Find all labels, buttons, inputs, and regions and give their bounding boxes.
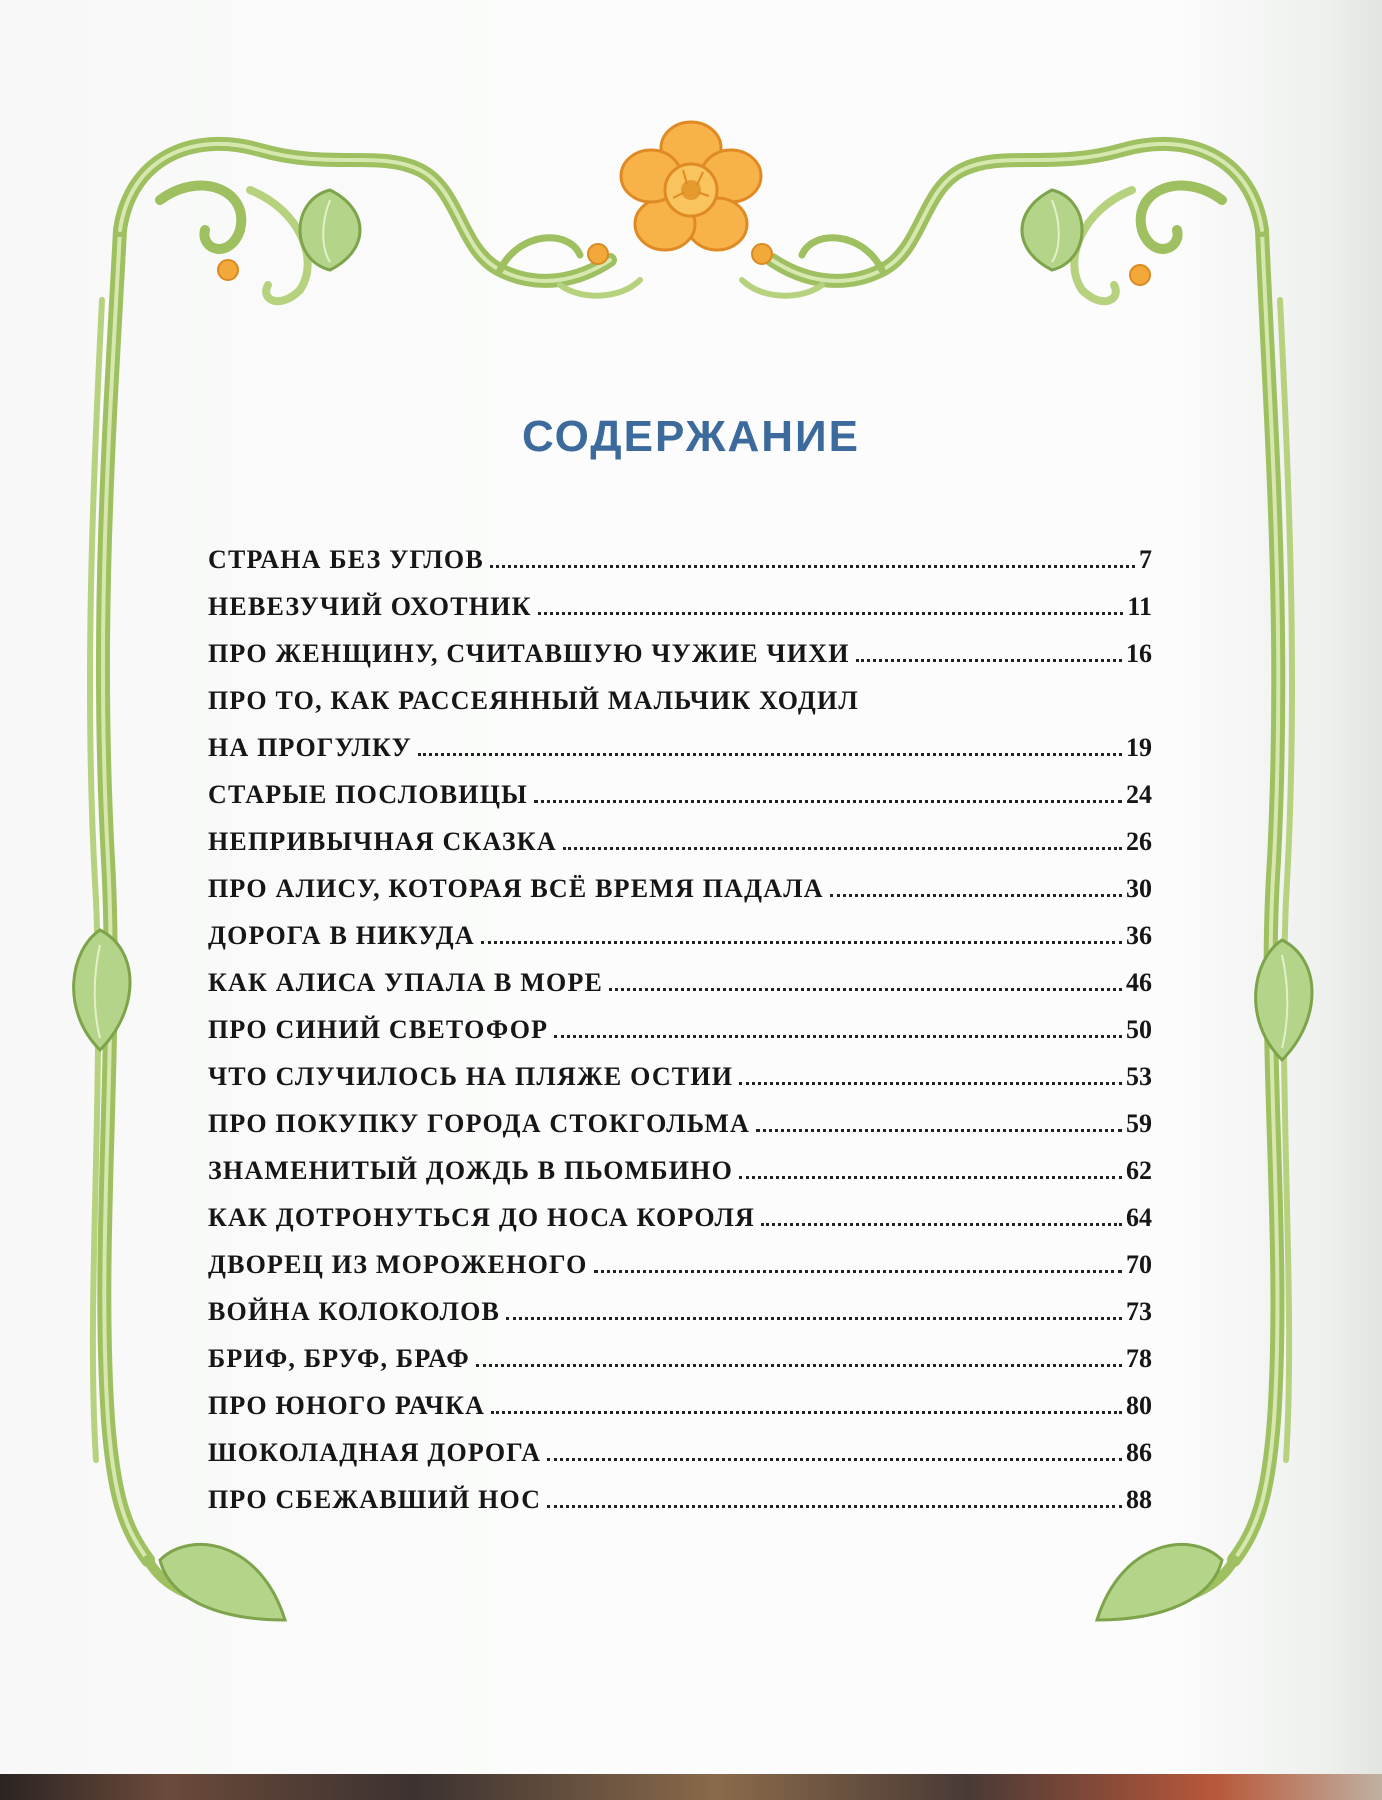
dot-leader	[481, 941, 1122, 944]
toc-entry-title: ПРО ЮНОГО РАЧКА	[208, 1391, 486, 1420]
dot-leader	[418, 753, 1122, 756]
dot-leader	[547, 1458, 1122, 1461]
toc-entry-title: ПРО АЛИСУ, КОТОРАЯ ВСЁ ВРЕМЯ ПАДАЛА	[208, 874, 824, 903]
toc-entry[interactable]	[208, 1327, 1152, 1374]
toc-entry-title: СТАРЫЕ ПОСЛОВИЦЫ	[208, 780, 528, 809]
toc-entry[interactable]	[208, 1139, 1152, 1186]
toc-entry-title: БРИФ, БРУФ, БРАФ	[208, 1344, 470, 1373]
dot-leader	[856, 659, 1122, 662]
toc-entry-page-number: 70	[1126, 1250, 1152, 1279]
dot-leader	[506, 1317, 1122, 1320]
toc-entry-title: ПРО СИНИЙ СВЕТОФОР	[208, 1015, 549, 1044]
toc-entry-title: НЕВЕЗУЧИЙ ОХОТНИК	[208, 592, 532, 621]
toc-entry-page-number: 50	[1126, 1015, 1152, 1044]
toc-entry-page-number: 36	[1126, 921, 1152, 950]
table-of-contents	[208, 528, 1152, 1515]
toc-entry[interactable]	[208, 1186, 1152, 1233]
dot-leader	[490, 565, 1135, 568]
toc-entry[interactable]	[208, 1421, 1152, 1468]
toc-entry-title: КАК ДОТРОНУТЬСЯ ДО НОСА КОРОЛЯ	[208, 1203, 755, 1232]
dot-leader	[491, 1411, 1122, 1414]
toc-entry[interactable]	[208, 1468, 1152, 1515]
toc-entry-title: ВОЙНА КОЛОКОЛОВ	[208, 1297, 501, 1326]
dot-leader	[594, 1270, 1122, 1273]
toc-entry[interactable]	[208, 857, 1152, 904]
toc-entry-page-number: 88	[1126, 1485, 1152, 1514]
flower-icon	[621, 122, 761, 250]
toc-entry[interactable]	[208, 669, 1152, 716]
toc-entry-page-number: 59	[1126, 1109, 1152, 1138]
dot-leader	[476, 1364, 1122, 1367]
contents-heading: СОДЕРЖАНИЕ	[521, 412, 861, 461]
toc-entry-page-number: 62	[1126, 1156, 1152, 1185]
dot-leader	[547, 1505, 1122, 1508]
toc-entry-title: ДОРОГА В НИКУДА	[208, 921, 475, 950]
toc-entry-page-number: 73	[1126, 1297, 1152, 1326]
toc-entry[interactable]	[208, 904, 1152, 951]
toc-entry[interactable]	[208, 810, 1152, 857]
toc-entry[interactable]	[208, 1374, 1152, 1421]
toc-entry[interactable]	[208, 1233, 1152, 1280]
toc-entry-page-number: 11	[1127, 592, 1152, 621]
dot-leader	[554, 1035, 1122, 1038]
toc-entry[interactable]	[208, 1280, 1152, 1327]
toc-entry-page-number: 16	[1126, 639, 1152, 668]
toc-entry-title: ПРО ТО, КАК РАССЕЯННЫЙ МАЛЬЧИК ХОДИЛ	[208, 686, 859, 715]
dot-leader	[563, 847, 1122, 850]
toc-entry-page-number: 86	[1126, 1438, 1152, 1467]
toc-entry-title: ПРО СБЕЖАВШИЙ НОС	[208, 1485, 542, 1514]
toc-entry[interactable]	[208, 622, 1152, 669]
dot-leader	[739, 1176, 1122, 1179]
toc-entry-page-number: 19	[1126, 733, 1152, 762]
toc-entry-title: СТРАНА БЕЗ УГЛОВ	[208, 545, 484, 574]
toc-entry-page-number: 26	[1126, 827, 1152, 856]
dot-leader	[534, 800, 1122, 803]
toc-entry[interactable]	[208, 951, 1152, 998]
toc-entry[interactable]	[208, 575, 1152, 622]
dot-leader	[756, 1129, 1122, 1132]
toc-entry[interactable]	[208, 998, 1152, 1045]
dot-leader	[761, 1223, 1122, 1226]
toc-entry[interactable]	[208, 1045, 1152, 1092]
toc-entry-title: ШОКОЛАДНАЯ ДОРОГА	[208, 1438, 542, 1467]
toc-entry-title: КАК АЛИСА УПАЛА В МОРЕ	[208, 968, 604, 997]
toc-entry-title: НЕПРИВЫЧНАЯ СКАЗКА	[208, 827, 557, 856]
toc-entry[interactable]	[208, 1092, 1152, 1139]
next-page-edge	[0, 1774, 1382, 1800]
toc-entry-title: ЧТО СЛУЧИЛОСЬ НА ПЛЯЖЕ ОСТИИ	[208, 1062, 734, 1091]
toc-entry-title: ПРО ПОКУПКУ ГОРОДА СТОКГОЛЬМА	[208, 1109, 750, 1138]
toc-entry-title: ПРО ЖЕНЩИНУ, СЧИТАВШУЮ ЧУЖИЕ ЧИХИ	[208, 639, 850, 668]
toc-entry-page-number: 78	[1126, 1344, 1152, 1373]
toc-entry-page-number: 46	[1126, 968, 1152, 997]
toc-entry[interactable]	[208, 528, 1152, 575]
toc-entry-page-number: 53	[1126, 1062, 1152, 1091]
toc-entry-page-number: 64	[1126, 1203, 1152, 1232]
dot-leader	[830, 894, 1122, 897]
dot-leader	[538, 612, 1124, 615]
toc-entry-page-number: 7	[1139, 545, 1152, 574]
toc-entry-title: НА ПРОГУЛКУ	[208, 733, 412, 762]
toc-entry-title: ЗНАМЕНИТЫЙ ДОЖДЬ В ПЬОМБИНО	[208, 1156, 734, 1185]
toc-entry-page-number: 80	[1126, 1391, 1152, 1420]
toc-entry-page-number: 24	[1126, 780, 1152, 809]
toc-entry[interactable]	[208, 763, 1152, 810]
dot-leader	[739, 1082, 1122, 1085]
toc-entry-title: ДВОРЕЦ ИЗ МОРОЖЕНОГО	[208, 1250, 588, 1279]
toc-entry[interactable]	[208, 716, 1152, 763]
dot-leader	[609, 988, 1122, 991]
toc-entry-page-number: 30	[1126, 874, 1152, 903]
